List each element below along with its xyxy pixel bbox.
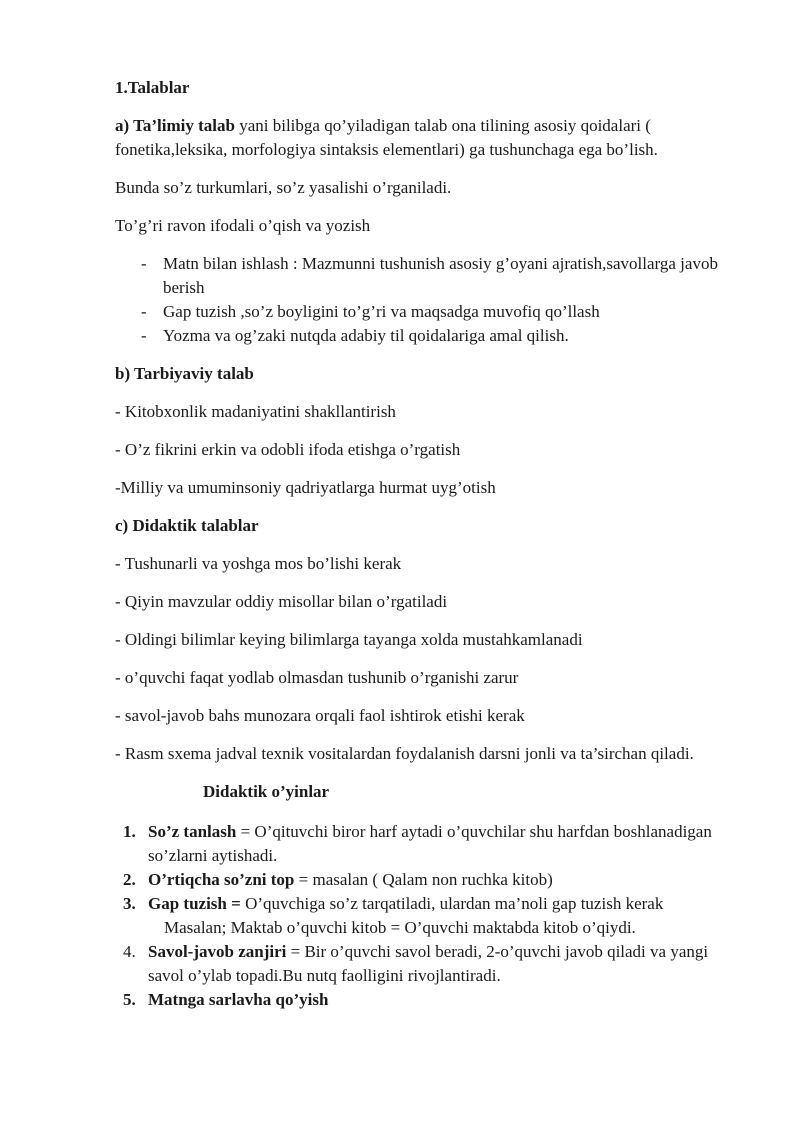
dash-marker: -	[141, 254, 147, 273]
text-line: - O’z fikrini erkin va odobli ifoda etishga o’rgatish	[115, 440, 461, 459]
text-line: - o’quvchi faqat yodlab olmasdan tushunib o’rganishi zarur	[115, 668, 519, 687]
dash-list	[115, 252, 745, 348]
text-line: - Kitobxonlik madaniyatini shakllantirish	[115, 402, 396, 421]
dash-marker: -	[141, 326, 147, 345]
list-item	[115, 300, 745, 324]
list-item	[115, 988, 745, 1012]
paragraph-talimiy	[115, 114, 745, 162]
list-item	[115, 892, 745, 940]
item-label: Matnga sarlavha qo’yish	[148, 990, 329, 1009]
list-number: 3.	[123, 894, 136, 913]
item-text: = Bir o’quvchi savol beradi, 2-o’quvchi javob qiladi va yangi savol o’ylab topadi.Bu nutq faolligini rivojlantiradi.	[148, 942, 709, 985]
document-page	[115, 76, 745, 1012]
section-title-talablar: 1.Talablar	[115, 78, 190, 97]
list-number: 2.	[123, 870, 136, 889]
paragraph-ravon: To’g’ri ravon ifodali o’qish va yozish	[115, 216, 371, 235]
text-line: - Qiyin mavzular oddiy misollar bilan o’rgatiladi	[115, 592, 448, 611]
list-item	[115, 252, 745, 300]
section-title-oyinlar: Didaktik o’yinlar	[203, 782, 330, 801]
list-item-text: Yozma va og’zaki nutqda adabiy til qoidalariga amal qilish.	[163, 326, 569, 345]
item-label: O’rtiqcha so’zni top	[148, 870, 295, 889]
list-number: 4.	[123, 942, 136, 961]
section-title-tarbiyaviy: b) Tarbiyaviy talab	[115, 364, 254, 383]
paragraph-bunda: Bunda so’z turkumlari, so’z yasalishi o’rganiladi.	[115, 178, 452, 197]
list-item-text: Gap tuzish ,so’z boyligini to’g’ri va maqsadga muvofiq qo’llash	[163, 302, 600, 321]
numbered-list	[115, 820, 745, 1012]
list-item	[115, 324, 745, 348]
text-talimiy: yani bilibga qo’yiladigan talab ona tilining asosiy qoidalari ( fonetika,leksika, morfologiya sintaksis elementlari) ga tushunchaga ega bo’lish.	[115, 116, 658, 159]
list-item	[115, 940, 745, 988]
item-label: Savol-javob zanjiri	[148, 942, 287, 961]
list-number: 1.	[123, 822, 136, 841]
list-number: 5.	[123, 990, 136, 1009]
section-title-didaktik: c) Didaktik talablar	[115, 516, 259, 535]
label-talimiy: a) Ta’limiy talab	[115, 116, 235, 135]
list-item	[115, 820, 745, 868]
list-item	[115, 868, 745, 892]
dash-marker: -	[141, 302, 147, 321]
text-line: - Rasm sxema jadval texnik vositalardan foydalanish darsni jonli va ta’sirchan qiladi.	[115, 744, 694, 763]
item-label: Gap tuzish =	[148, 894, 246, 913]
item-example: Masalan; Maktab o’quvchi kitob = O’quvchi maktabda kitob o’qiydi.	[164, 918, 636, 937]
item-text: = masalan ( Qalam non ruchka kitob)	[294, 870, 553, 889]
item-text: = O’qituvchi biror harf aytadi o’quvchilar shu harfdan boshlanadigan so’zlarni aytishadi.	[148, 822, 712, 865]
text-line: - Oldingi bilimlar keying bilimlarga tayanga xolda mustahkamlanadi	[115, 630, 583, 649]
list-item-text: Matn bilan ishlash : Mazmunni tushunish asosiy g’oyani ajratish,savollarga javob berish	[163, 254, 718, 297]
text-line: - savol-javob bahs munozara orqali faol ishtirok etishi kerak	[115, 706, 525, 725]
text-line: -Milliy va umuminsoniy qadriyatlarga hurmat uyg’otish	[115, 478, 496, 497]
item-label: So’z tanlash	[148, 822, 237, 841]
item-text: O’quvchiga so’z tarqatiladi, ulardan ma’noli gap tuzish kerak	[245, 894, 664, 913]
text-line: - Tushunarli va yoshga mos bo’lishi kerak	[115, 554, 402, 573]
